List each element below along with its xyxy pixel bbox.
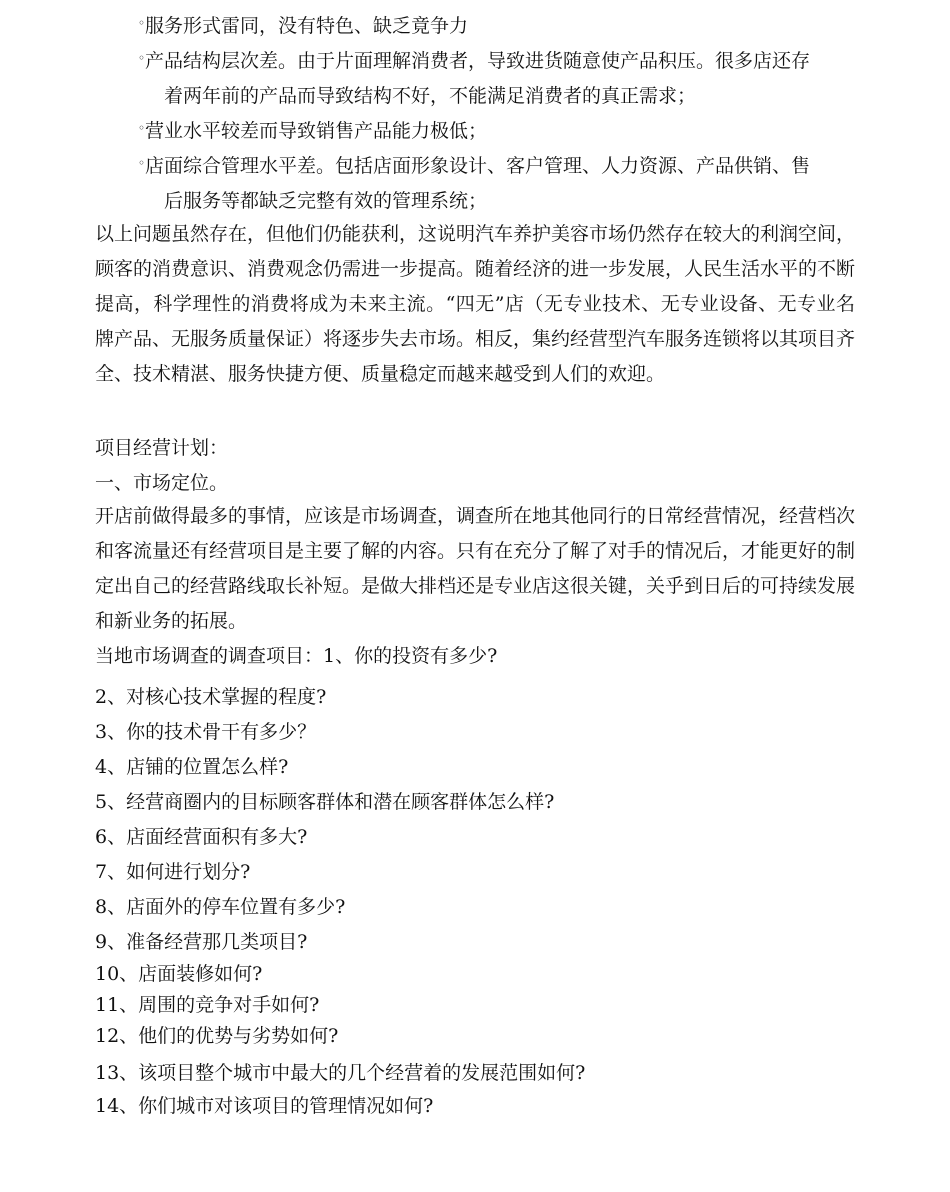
list-item: 6、店面经营面积有多大?: [95, 826, 308, 848]
list-item: 9、准备经营那几类项目?: [95, 931, 308, 953]
list-item: 5、经营商圈内的目标顾客群体和潜在顾客群体怎么样?: [95, 791, 555, 813]
bullet-icon: ◦: [138, 156, 146, 170]
bullet-icon: ◦: [138, 16, 146, 30]
bullet-icon: ◦: [138, 51, 146, 65]
bullet-text-continued: 后服务等都缺乏完整有效的管理系统；: [164, 190, 488, 212]
bullet-item: [138, 146, 863, 219]
list-item: 7、如何进行划分?: [95, 861, 251, 883]
list-item: 2、对核心技术掌握的程度?: [95, 686, 327, 708]
bullet-item: [138, 41, 863, 114]
list-item: 14、你们城市对该项目的管理情况如何?: [95, 1095, 434, 1117]
bullet-icon: ◦: [138, 121, 146, 135]
bullet-text: 店面综合管理水平差。包括店面形象设计、客户管理、人力资源、产品供销、售: [145, 155, 811, 177]
list-item: 8、店面外的停车位置有多少?: [95, 896, 346, 918]
bullet-text-continued: 着两年前的产品而导致结构不好，不能满足消费者的真正需求；: [164, 85, 697, 107]
list-item: 12、他们的优势与劣势如何?: [95, 1025, 339, 1047]
list-item: 4、店铺的位置怎么样?: [95, 756, 289, 778]
bullet-item: [138, 6, 863, 44]
paragraph-market-analysis: 以上问题虽然存在，但他们仍能获利，这说明汽车养护美容市场仍然存在较大的利润空间，顾客的消费意识、消费观念仍需进一步提高。随着经济的进一步发展，人民生活水平的不断提高，科学理性的消费将成为未来主流。“四无”店（无专业技术、无专业设备、无专业名牌产品、无服务质量保证）将逐步失去市场。相反，集约经营型汽车服务连锁将以其项目齐全、技术精湛、服务快捷方便、质量稳定而越来越受到人们的欢迎。: [95, 223, 856, 385]
list-item: 11、周围的竞争对手如何?: [95, 994, 320, 1016]
bullet-text: 服务形式雷同，没有特色、缺乏竟争力: [145, 15, 469, 37]
bullet-text: 产品结构层次差。由于片面理解消费者，导致进货随意使产品积压。很多店还存: [145, 50, 811, 72]
survey-intro: 当地市场调查的调查项目：1、你的投资有多少?: [95, 645, 498, 667]
bullet-item: [138, 111, 863, 149]
paragraph-market-research: 开店前做得最多的事情，应该是市场调查，调查所在地其他同行的日常经营情况，经营档次和客流量还有经营项目是主要了解的内容。只有在充分了解了对手的情况后，才能更好的制定出自己的经营路线取长补短。是做大排档还是专业店这很关键，关乎到日后的可持续发展和新业务的拓展。: [95, 505, 856, 632]
heading-project-plan: 项目经营计划：: [95, 437, 229, 459]
heading-market-positioning: 一、市场定位。: [95, 472, 229, 494]
list-item: 3、你的技术骨干有多少？: [95, 721, 317, 743]
list-item: 10、店面装修如何?: [95, 963, 263, 985]
list-item: 13、该项目整个城市中最大的几个经营着的发展范围如何?: [95, 1062, 586, 1084]
bullet-text: 营业水平较差而导致销售产品能力极低；: [145, 120, 488, 142]
